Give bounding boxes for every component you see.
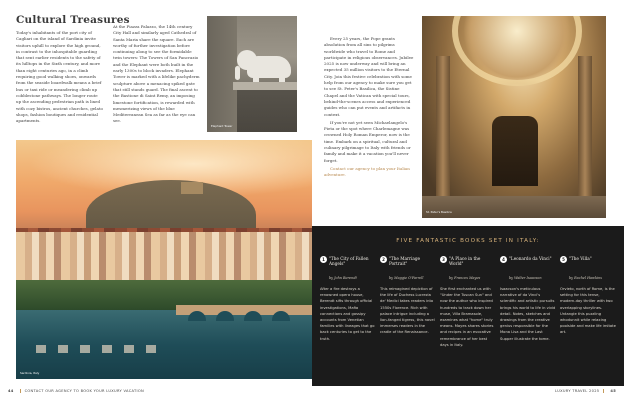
hilltop-castle <box>181 182 203 194</box>
body-column-3 <box>324 36 414 181</box>
book-title: "A Place in the World" <box>449 256 481 267</box>
elephant-tower-photo <box>207 16 297 132</box>
book-description: This reimagined depiction of the life of Duchess Lucrezia de' Medici takes readers into 1550s Florence. Rich with palace intrigue including a lion-fanged tigress, this novel immerses readers in the cradle of the Renaissance. <box>380 287 435 335</box>
body-column-2 <box>113 24 201 127</box>
book-item <box>500 256 556 342</box>
paragraph: If you're not yet seen Michaelangelo's Pieta or the spot where Charlemagne was crowned Holy Roman Emperor, now is the time. Embark on a spiritual, cultural and culinary pilgrimage to Italy with friends or family and make it a vacation you'll never forget. <box>324 119 411 163</box>
book-item <box>440 256 496 348</box>
book-item <box>380 256 436 336</box>
page-footer <box>555 389 616 393</box>
book-author: by Frances Mayes <box>449 276 481 280</box>
basilica-floor <box>422 196 606 218</box>
book-title: "Leonardo da Vinci" <box>509 256 552 261</box>
book-number: 3 <box>440 256 447 263</box>
book-description: Isaacson's meticulous narrative of da Vinci's scientific and artistic pursuits brings his world to life in vivid detail. Notes, sketches and drawings from the creative genius responsible for the Mona Lisa and the Last Supper illustrate the tome. <box>500 287 556 341</box>
boats <box>36 345 156 353</box>
photo-caption: St. Peter's Basilica <box>426 210 452 214</box>
footer-divider <box>20 389 21 393</box>
photo-caption: Sardinia, Italy <box>20 371 40 375</box>
photo-caption: Elephant Tower <box>211 124 233 128</box>
st-peters-basilica-photo <box>422 16 606 218</box>
book-number: 4 <box>500 256 507 263</box>
footer-divider <box>603 389 604 393</box>
book-title: "The Villa" <box>569 256 592 261</box>
book-author: by Maggie O'Farrell <box>389 276 424 280</box>
page-number: 45 <box>610 389 616 393</box>
paragraph: At the Piazza Palazzo, the 14th century City Hall and similarly aged Cathedral of Santa Maria share the square. Each are worthy of further investigation before continuing along to see the formidable twin towers: The Towers of San Pancrazio and the Elephant were both built in the early 1300s to block invaders. Elephant Tower is marked with a lifelike pachyderm sculpture above a menacing spiked gate that still stands guard. The final ascent to the Bastione di Saint Remy, an imposing limestone fortification, is rewarded with mesmerizing views of the blue Mediterranean Sea as far as the eye can see. <box>113 24 200 124</box>
book-number: 2 <box>380 256 387 263</box>
baldachin <box>492 116 538 186</box>
pillar <box>578 56 592 218</box>
call-to-action: Contact our agency to plan your Italian adventure. <box>324 165 410 178</box>
books-panel <box>312 226 624 386</box>
elephant-statue-trunk <box>235 66 240 80</box>
body-column-1 <box>16 30 104 126</box>
article-title: Cultural Treasures <box>16 14 130 26</box>
book-title: "The City of Fallen Angels" <box>329 256 369 267</box>
footer-text: CONTACT OUR AGENCY TO BOOK YOUR LUXURY VACATION <box>24 389 144 393</box>
elephant-statue-head <box>237 50 257 70</box>
paragraph: Every 25 years, the Pope grants absolution from all sins to pilgrims worldwide who travel to Rome and participate in religious observances. Jubilee 2025 is now underway and will bring an expected 35 million visitors to the Eternal City. Join this festive celebration with some help from our agency to make sure you get to see St. Peter's Basilica, the Sistine Chapel and the Vatican with special tours, behind-the-scenes access and experienced guides who can put events and artifacts in context. <box>324 36 414 117</box>
paragraph: Today's inhabitants of the port city of Cagliari on the island of Sardinia invite visitors uphill to explore the high ground, in contrast to the inhospitable guarding that sent earlier residents to the safety of its hilltops in the Sixth century, and more than eight centuries ago, in a climb requiring good walking shoes, onwards from the seaside boardwalk means a brief bus or taxi ride or meandering climb up cobblestone pathways. The longer route up the ascending pedestrian path is lined with cozy bistros, ancient churches, gelato shops, fashion boutiques and residential apartments. <box>16 30 103 124</box>
book-item <box>320 256 376 342</box>
book-author: by Walter Isaacson <box>509 276 542 280</box>
tower-wall <box>207 16 237 132</box>
book-description: She first enchanted us with "Under the Tuscan Sun" and now the author who inspired hundreds to track down her muse, Villa Bramasole, examines what "home" truly means. Mayes shares stories and recipes in an evocative remembrance of her best days in Italy. <box>440 287 494 347</box>
book-number: 1 <box>320 256 327 263</box>
book-number: 5 <box>560 256 567 263</box>
basilica-dome <box>452 16 582 86</box>
pillar <box>436 56 450 218</box>
page-number: 44 <box>8 389 14 393</box>
book-title: "The Marriage Portrait" <box>389 256 421 267</box>
tower-shadow <box>237 90 297 132</box>
book-author: by John Berendt <box>329 276 357 280</box>
book-description: Orvieto, north of Rome, is the setting for this tense, modern-day thriller with two overlapping storylines. Untangle this puzzling whodunnit while relaxing poolside and make life imitate art. <box>560 287 616 335</box>
bosa-town-photo <box>16 140 312 379</box>
book-item <box>560 256 616 336</box>
book-description: After a fire destroys a renowned opera house, Berendt sifts through official investigations, Mafia connections and gossipy accounts from Venetian families with lineages that go back centuries to get to the truth. <box>320 287 375 341</box>
page-footer <box>8 389 144 393</box>
statue-plinth <box>233 82 297 90</box>
book-author: by Rachel Hawkins <box>569 276 603 280</box>
panel-title: FIVE FANTASTIC BOOKS SET IN ITALY: <box>396 238 540 244</box>
right-page <box>312 0 624 400</box>
footer-text: LUXURY TRAVEL 2025 <box>555 389 600 393</box>
